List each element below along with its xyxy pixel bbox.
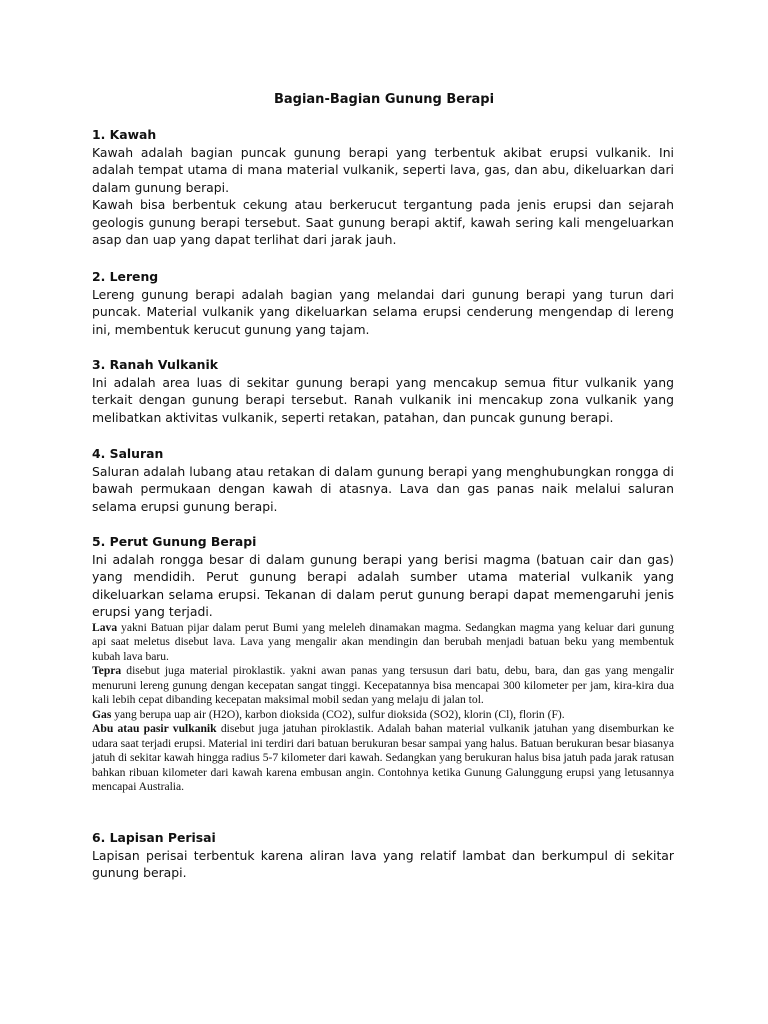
section-paragraph: Lapisan perisai terbentuk karena aliran lava yang relatif lambat dan berkumpul di sekitar gunung berapi.: [92, 847, 674, 881]
material-description: disebut juga jatuhan piroklastik. Adalah bahan material vulkanik jatuhan yang disemburkan ke udara saat terjadi erupsi. Material ini terdiri dari batuan berukuran besar sampai yang halus. Batuan berukuran besar biasanya jatuh di sekitar kawah hingga radius 5-7 kilometer dari kawah. Sedangkan yang berukuran halus bisa jatuh pada jarak ratusan bahkan ribuan kilometer dari kawah karena embusan angin. Contohnya ketika Gunung Galunggung erupsi yang letusannya mencapai Australia.: [92, 722, 674, 794]
material-description: yang berupa uap air (H2O), karbon dioksida (CO2), sulfur dioksida (SO2), klorin (Cl), florin (F).: [111, 707, 565, 721]
material-lava: [92, 621, 674, 665]
section-perut-gunung-berapi: [92, 533, 674, 795]
section-paragraph: Lereng gunung berapi adalah bagian yang melandai dari gunung berapi yang turun dari puncak. Material vulkanik yang dikeluarkan selama erupsi cenderung mengendap di lereng ini, membentuk kerucut gunung yang tajam.: [92, 286, 674, 337]
material-tepra: [92, 664, 674, 708]
material-term: Gas: [92, 707, 112, 721]
section-paragraph: Ini adalah rongga besar di dalam gunung berapi yang berisi magma (batuan cair dan gas) yang mendidih. Perut gunung berapi adalah sumber utama material vulkanik yang dikeluarkan selama erupsi. Tekanan di dalam perut gunung berapi dapat memengaruhi jenis erupsi yang terjadi.: [92, 551, 674, 620]
section-heading: 5. Perut Gunung Berapi: [92, 534, 257, 549]
material-term: Abu atau pasir vulkanik: [92, 722, 217, 736]
material-description: yakni Batuan pijar dalam perut Bumi yang meleleh dinamakan magma. Sedangkan magma yang keluar dari gunung api saat meletus disebut lava. Lava yang mengalir akan mendingin dan berubah menjadi batuan beku yang membentuk kubah lava baru.: [92, 620, 674, 663]
section-paragraph: Saluran adalah lubang atau retakan di dalam gunung berapi yang menghubungkan rongga di bawah permukaan dengan kawah di atasnya. Lava dan gas panas naik melalui saluran selama erupsi gunung berapi.: [92, 463, 674, 514]
section-kawah: [92, 126, 674, 249]
material-description: disebut juga material piroklastik. yakni awan panas yang tersusun dari batu, debu, bara, dan gas yang mengalir menuruni lereng gunung dengan kecepatan sangat tinggi. Kecepatannya bisa mencapai 300 kilometer per jam, kira-kira dua kali lebih cepat dibanding kecepatan maksimal mobil sedan yang melaju di jalan tol.: [92, 664, 674, 707]
section-heading: 1. Kawah: [92, 127, 157, 142]
section-lapisan-perisai: [92, 829, 674, 882]
material-abu: [92, 722, 674, 795]
page-title: Bagian-Bagian Gunung Berapi: [273, 92, 495, 107]
section-paragraph: Kawah adalah bagian puncak gunung berapi yang terbentuk akibat erupsi vulkanik. Ini adalah tempat utama di mana material vulkanik, seperti lava, gas, dan abu, dikeluarkan dari dalam gunung berapi.: [92, 144, 674, 195]
section-ranah-vulkanik: [92, 356, 674, 426]
section-heading: 3. Ranah Vulkanik: [92, 357, 218, 372]
material-gas: [92, 708, 674, 723]
section-paragraph: Ini adalah area luas di sekitar gunung berapi yang mencakup semua fitur vulkanik yang terkait dengan gunung berapi tersebut. Ranah vulkanik ini mencakup zona vulkanik yang melibatkan aktivitas vulkanik, seperti retakan, patahan, dan puncak gunung berapi.: [92, 374, 674, 425]
material-term: Tepra: [92, 664, 122, 678]
section-paragraph: Kawah bisa berbentuk cekung atau berkerucut tergantung pada jenis erupsi dan sejarah geologis gunung berapi tersebut. Saat gunung berapi aktif, kawah sering kali mengeluarkan asap dan uap yang dapat terlihat dari jarak jauh.: [92, 197, 674, 248]
section-saluran: [92, 445, 674, 515]
section-lereng: [92, 268, 674, 338]
section-heading: 2. Lereng: [92, 269, 159, 284]
section-heading: 6. Lapisan Perisai: [92, 830, 216, 845]
material-term: Lava: [92, 620, 118, 634]
section-heading: 4. Saluran: [92, 446, 164, 461]
